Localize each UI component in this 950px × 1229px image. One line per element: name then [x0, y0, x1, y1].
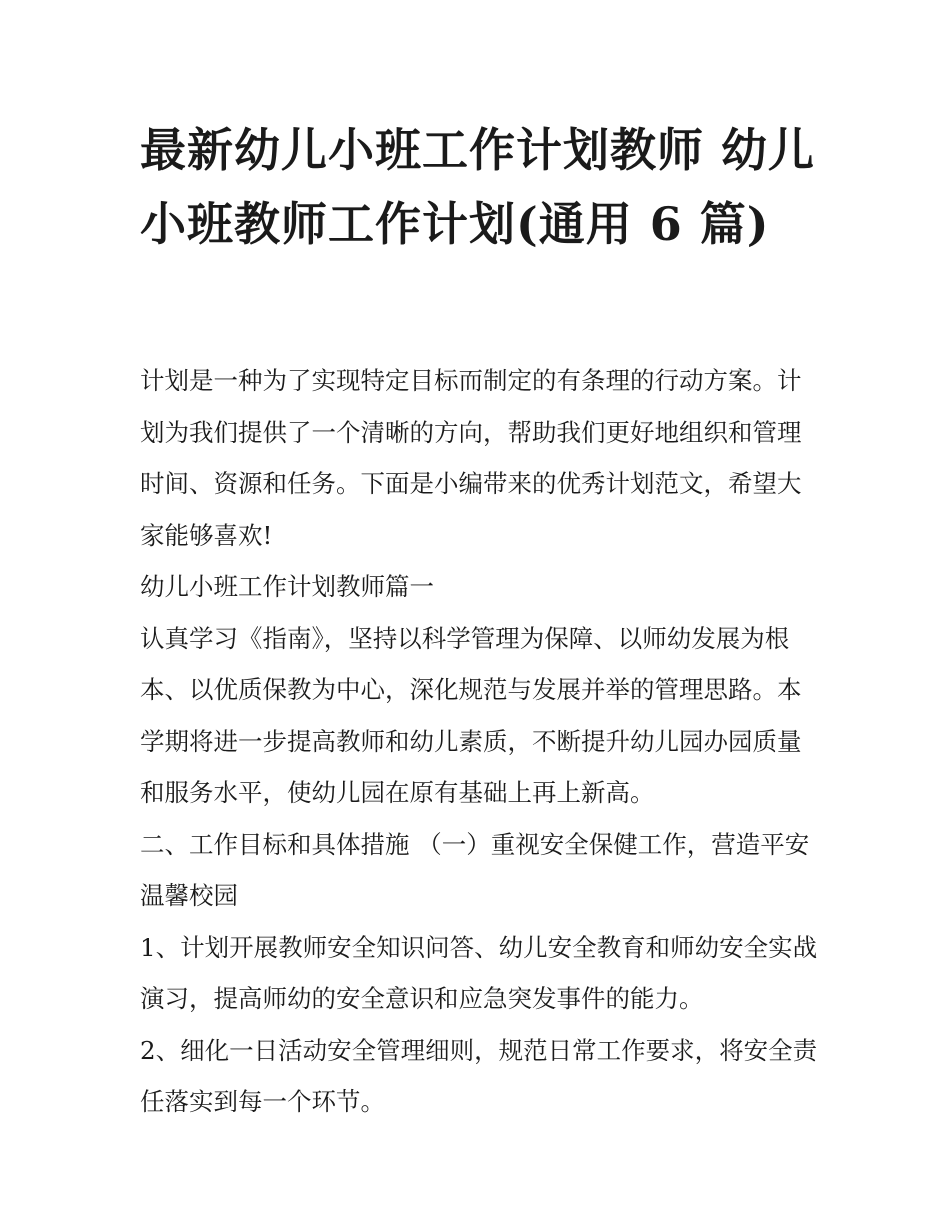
subsection-heading: 二、工作目标和具体措施 （一）重视安全保健工作，营造平安温馨校园: [140, 829, 810, 910]
document-body: [140, 355, 820, 1128]
section-heading: 幼儿小班工作计划教师篇一: [140, 572, 434, 601]
list-item: 2、细化一日活动安全管理细则，规范日常工作要求，将安全责任落实到每一个环节。: [140, 1035, 818, 1116]
body-paragraph: 认真学习《指南》，坚持以科学管理为保障、以师幼发展为根本、以优质保教为中心，深化规范与发展并举的管理思路。本学期将进一步提高教师和幼儿素质，不断提升幼儿园办园质量和服务水平，使幼儿园在原有基础上再上新高。: [140, 623, 802, 807]
document-title: 最新幼儿小班工作计划教师 幼儿小班教师工作计划(通用 6 篇): [140, 123, 816, 251]
intro-paragraph: 计划是一种为了实现特定目标而制定的有条理的行动方案。计划为我们提供了一个清晰的方向，帮助我们更好地组织和管理时间、资源和任务。下面是小编带来的优秀计划范文，希望大家能够喜欢!: [140, 366, 802, 550]
list-item: 1、计划开展教师安全知识问答、幼儿安全教育和师幼安全实战演习，提高师幼的安全意识和应急突发事件的能力。: [140, 932, 818, 1013]
